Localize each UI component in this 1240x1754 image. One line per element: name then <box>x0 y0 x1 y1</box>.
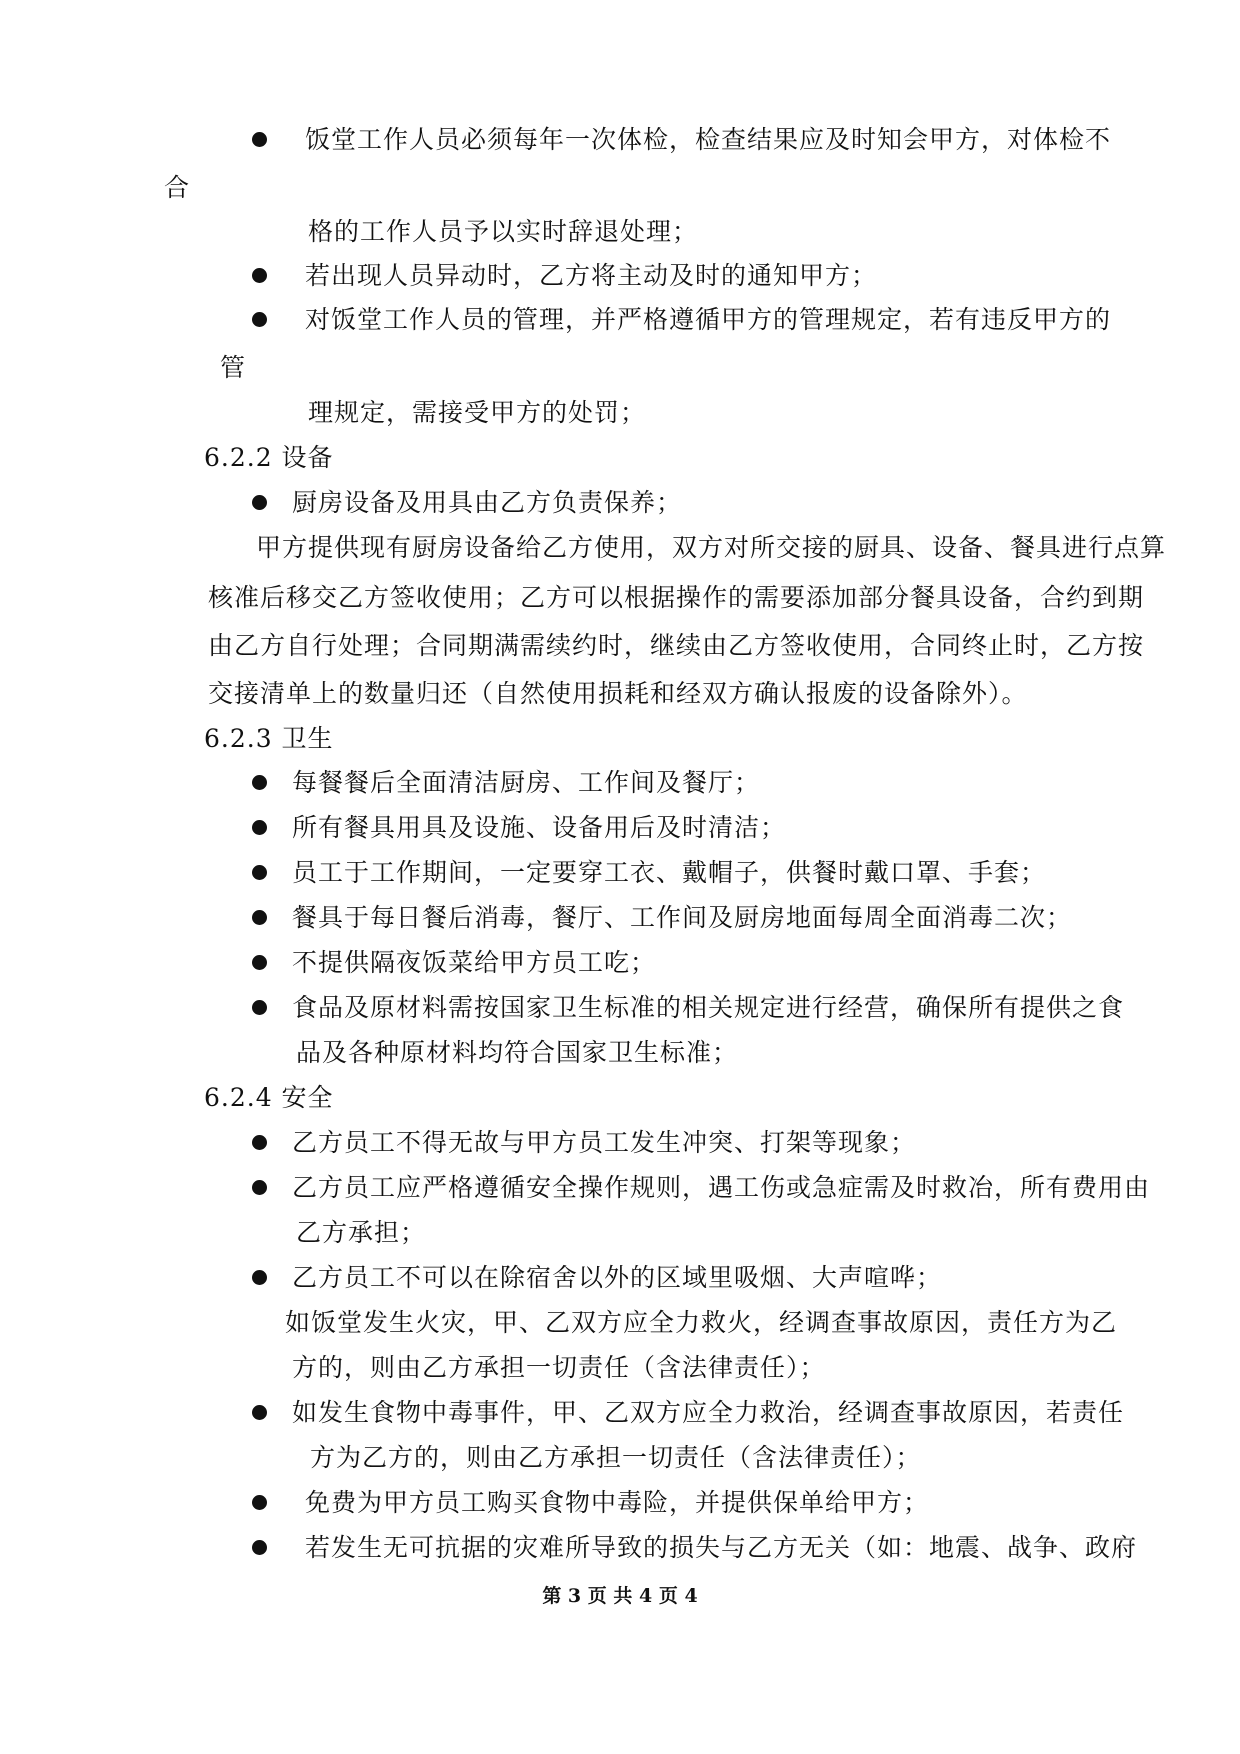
bullet-icon <box>252 775 267 790</box>
page-number-footer: 第 3 页 共 4 页 4 <box>542 1585 698 1607</box>
list-item: 餐具于每日餐后消毒，餐厅、工作间及厨房地面每周全面消毒二次； <box>292 903 1073 932</box>
paragraph-line: 如饭堂发生火灾，甲、乙双方应全力救火，经调查事故原因，责任方为乙 <box>285 1308 1118 1337</box>
list-item: 乙方员工不得无故与甲方员工发生冲突、打架等现象； <box>292 1128 917 1157</box>
list-item: 若出现人员异动时，乙方将主动及时的通知甲方； <box>305 261 878 290</box>
bullet-icon <box>252 1000 267 1015</box>
bullet-icon <box>252 1180 267 1195</box>
bullet-icon <box>252 1270 267 1285</box>
list-item-line: 乙方承担； <box>296 1218 427 1247</box>
list-item-line: 方为乙方的，则由乙方承担一切责任（含法律责任）； <box>310 1443 922 1472</box>
list-item: 不提供隔夜饭菜给甲方员工吃； <box>292 948 657 977</box>
list-item: 乙方员工不可以在除宿舍以外的区域里吸烟、大声喧哗； <box>292 1263 943 1292</box>
paragraph-line: 交接清单上的数量归还（自然使用损耗和经双方确认报废的设备除外）。 <box>208 679 1028 708</box>
bullet-icon <box>252 312 267 327</box>
list-item: 厨房设备及用具由乙方负责保养； <box>292 488 683 517</box>
paragraph-line: 由乙方自行处理；合同期满需续约时，继续由乙方签收使用，合同终止时，乙方按 <box>208 631 1145 660</box>
section-heading: 6.2.2 设备 <box>204 443 334 472</box>
list-item-line: 食品及原材料需按国家卫生标准的相关规定进行经营，确保所有提供之食 <box>292 993 1125 1022</box>
list-item: 所有餐具用具及设施、设备用后及时清洁； <box>292 813 787 842</box>
bullet-icon <box>252 1405 267 1420</box>
bullet-icon <box>252 820 267 835</box>
list-item-line: 品及各种原材料均符合国家卫生标准； <box>296 1038 739 1067</box>
paragraph-line: 方的，则由乙方承担一切责任（含法律责任）； <box>292 1353 826 1382</box>
list-item: 免费为甲方员工购买食物中毒险，并提供保单给甲方； <box>305 1488 930 1517</box>
list-item-line: 乙方员工应严格遵循安全操作规则，遇工伤或急症需及时救冶，所有费用由 <box>292 1173 1151 1202</box>
list-item-line: 对饭堂工作人员的管理，并严格遵循甲方的管理规定，若有违反甲方的 <box>305 305 1112 334</box>
list-item-line: 如发生食物中毒事件，甲、乙双方应全力救治，经调查事故原因，若责任 <box>292 1398 1125 1427</box>
paragraph-line: 核准后移交乙方签收使用；乙方可以根据操作的需要添加部分餐具设备，合约到期 <box>208 583 1145 612</box>
bullet-icon <box>252 865 267 880</box>
bullet-icon <box>252 132 267 147</box>
section-heading: 6.2.3 卫生 <box>204 724 334 753</box>
list-item-line: 若发生无可抗据的灾难所导致的损失与乙方无关（如：地震、战争、政府 <box>305 1533 1138 1562</box>
list-item-line: 管 <box>220 353 247 382</box>
list-item: 每餐餐后全面清洁厨房、工作间及餐厅； <box>292 768 761 797</box>
list-item-line: 饭堂工作人员必须每年一次体检，检查结果应及时知会甲方，对体检不 <box>305 125 1112 154</box>
list-item-line: 格的工作人员予以实时辞退处理； <box>308 217 699 246</box>
bullet-icon <box>252 910 267 925</box>
bullet-icon <box>252 1135 267 1150</box>
bullet-icon <box>252 1540 267 1555</box>
section-heading: 6.2.4 安全 <box>204 1083 334 1112</box>
bullet-icon <box>252 1495 267 1510</box>
list-item-line: 合 <box>164 173 191 202</box>
bullet-icon <box>252 495 267 510</box>
bullet-icon <box>252 268 267 283</box>
paragraph-line: 甲方提供现有厨房设备给乙方使用，双方对所交接的厨具、设备、餐具进行点算 <box>256 533 1167 562</box>
list-item: 员工于工作期间，一定要穿工衣、戴帽子，供餐时戴口罩、手套； <box>292 858 1047 887</box>
bullet-icon <box>252 955 267 970</box>
list-item-line: 理规定，需接受甲方的处罚； <box>308 398 647 427</box>
